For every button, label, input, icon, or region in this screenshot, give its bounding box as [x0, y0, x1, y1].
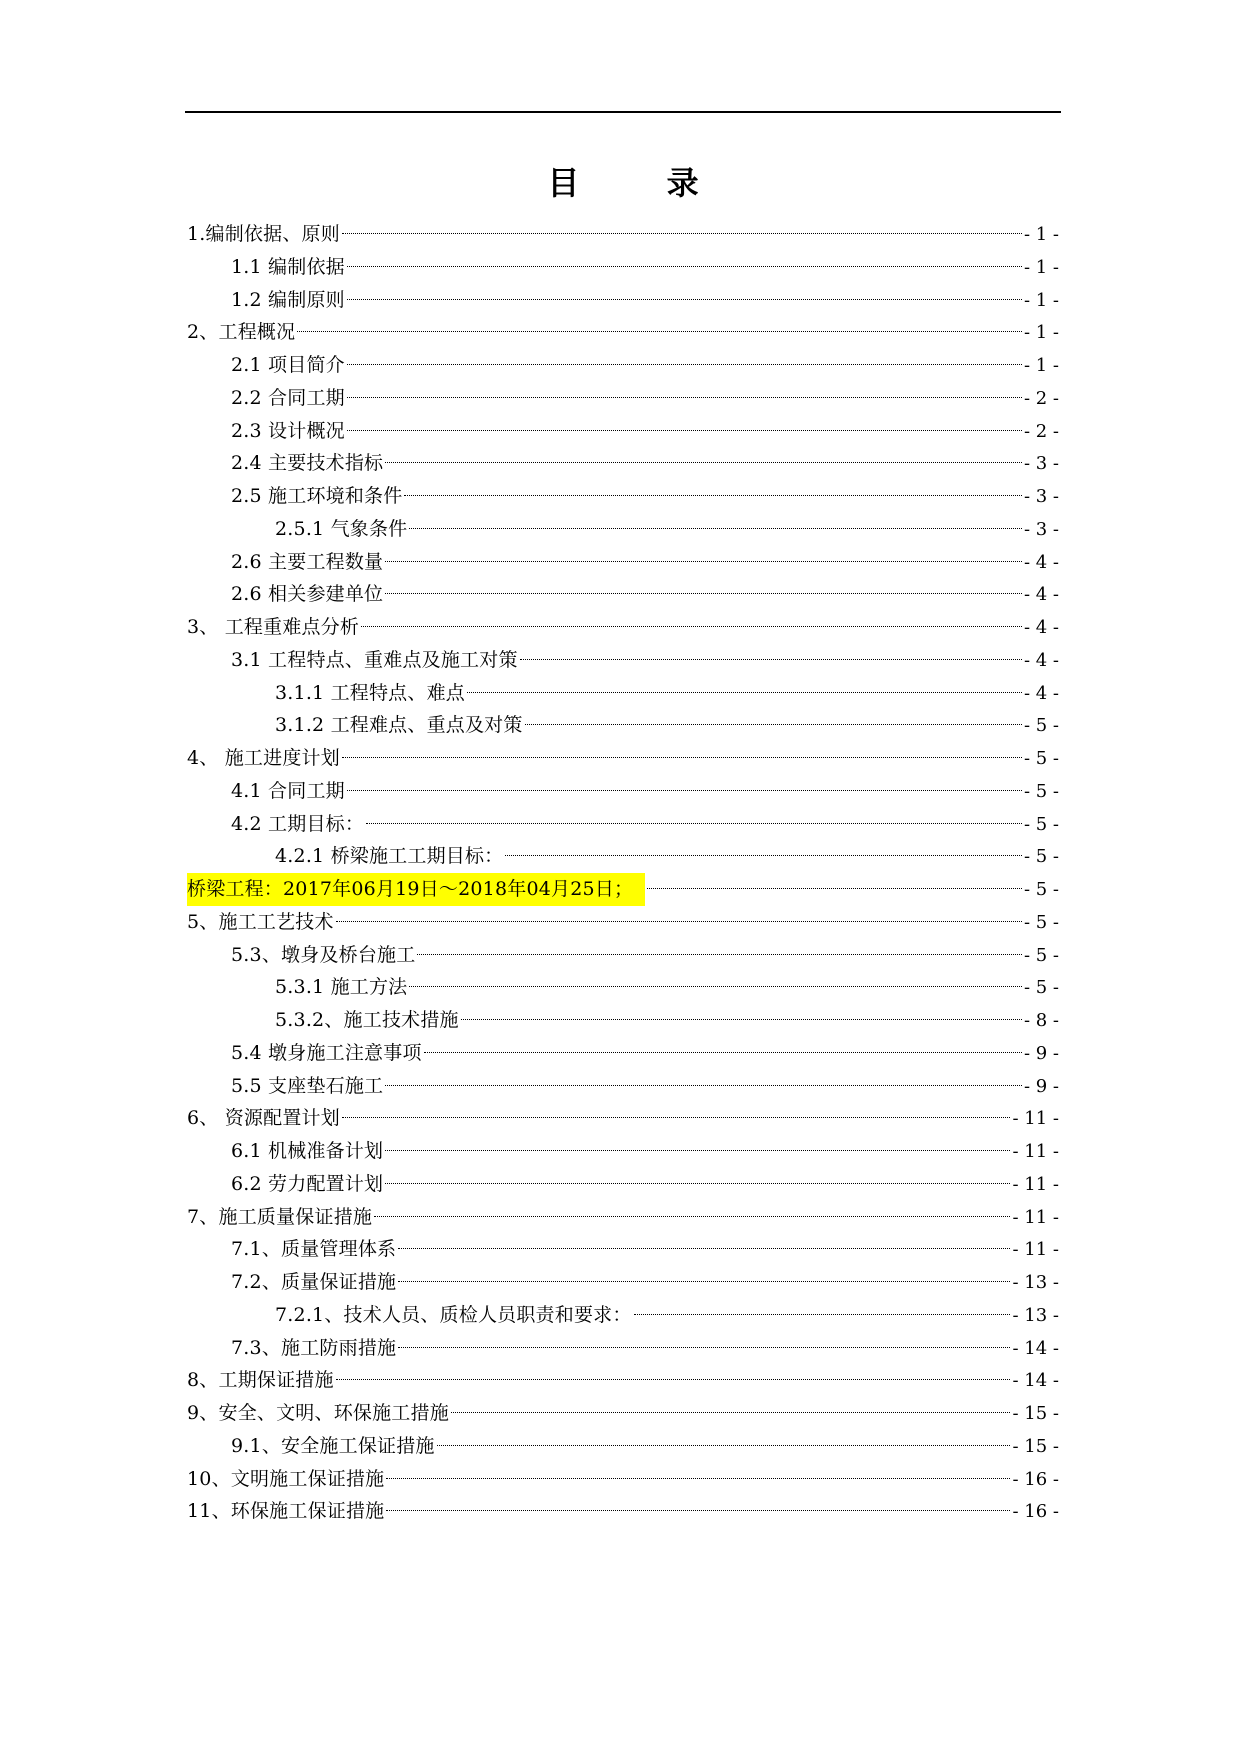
toc-dot-leader — [417, 954, 1022, 955]
toc-entry-text: 2.5.1 气象条件 — [275, 517, 408, 540]
toc-entry[interactable] — [187, 546, 1059, 579]
toc-dot-leader — [520, 659, 1022, 660]
toc-page-number: - 5 - — [1023, 977, 1059, 999]
toc-entry-text: 4.1 合同工期 — [231, 779, 345, 802]
table-of-contents — [187, 218, 1059, 1528]
toc-page-number: - 5 - — [1023, 911, 1059, 933]
toc-entry[interactable] — [187, 1102, 1059, 1135]
toc-entry-text: 4.2 工期目标： — [231, 812, 365, 835]
toc-page-number: - 8 - — [1023, 1010, 1059, 1031]
toc-dot-leader — [461, 1019, 1022, 1020]
toc-entry[interactable] — [187, 513, 1059, 546]
toc-page-number: - 11 - — [1012, 1206, 1059, 1228]
toc-dot-leader — [385, 593, 1022, 594]
toc-dot-leader — [347, 364, 1022, 365]
toc-page-number: - 5 - — [1023, 846, 1059, 868]
toc-dot-leader — [347, 299, 1022, 300]
toc-entry-text: 5.3、墩身及桥台施工 — [231, 943, 416, 966]
toc-entry-text: 2.1 项目简介 — [231, 354, 345, 376]
toc-entry-text: 6.2 劳力配置计划 — [231, 1172, 384, 1195]
toc-entry[interactable] — [187, 1397, 1059, 1430]
toc-dot-leader — [647, 888, 1022, 889]
toc-dot-leader — [385, 561, 1022, 562]
toc-entry-text: 2.3 设计概况 — [231, 419, 345, 442]
toc-dot-leader — [342, 1117, 1011, 1118]
toc-entry-text: 2.5 施工环境和条件 — [231, 485, 403, 507]
toc-entry-text: 5.4 墩身施工注意事项 — [231, 1041, 422, 1064]
toc-dot-leader — [409, 986, 1022, 987]
toc-entry-text: 1.1 编制依据 — [231, 255, 345, 278]
toc-entry-text: 7.2.1、技术人员、质检人员职责和要求： — [275, 1303, 632, 1326]
toc-page-number: - 3 - — [1023, 486, 1059, 507]
toc-dot-leader — [409, 528, 1022, 529]
toc-page-number: - 1 - — [1023, 289, 1059, 311]
toc-entry-text: 桥梁工程：2017年06月19日～2018年04月25日； — [187, 873, 645, 906]
toc-page-number: - 11 - — [1012, 1141, 1059, 1162]
toc-entry-text: 5.3.2、施工技术措施 — [275, 1009, 459, 1031]
toc-page-number: - 14 - — [1012, 1370, 1059, 1392]
toc-dot-leader — [467, 692, 1022, 693]
toc-entry[interactable] — [187, 1070, 1059, 1103]
toc-entry[interactable] — [187, 840, 1059, 873]
toc-dot-leader — [385, 1150, 1010, 1151]
toc-dot-leader — [386, 1478, 1010, 1479]
toc-entry-text: 10、文明施工保证措施 — [187, 1467, 385, 1490]
toc-entry[interactable] — [187, 1332, 1059, 1365]
toc-dot-leader — [342, 757, 1022, 758]
toc-page-number: - 11 - — [1012, 1173, 1059, 1195]
toc-dot-leader — [347, 266, 1022, 267]
toc-entry-text: 6.1 机械准备计划 — [231, 1140, 384, 1162]
toc-entry[interactable] — [187, 1233, 1059, 1266]
toc-entry[interactable] — [187, 284, 1059, 317]
toc-page-number: - 3 - — [1023, 518, 1059, 540]
toc-page-number: - 11 - — [1012, 1239, 1059, 1261]
toc-entry-text: 7.2、质量保证措施 — [231, 1271, 397, 1293]
toc-entry-text: 2.6 主要工程数量 — [231, 550, 384, 573]
toc-dot-leader — [404, 495, 1021, 496]
toc-page-number: - 1 - — [1023, 256, 1059, 278]
toc-dot-leader — [297, 331, 1022, 332]
toc-page-number: - 5 - — [1023, 780, 1059, 802]
toc-entry[interactable] — [187, 447, 1059, 480]
toc-entry-text: 2.4 主要技术指标 — [231, 452, 384, 475]
toc-dot-leader — [385, 462, 1022, 463]
toc-entry[interactable] — [187, 1299, 1059, 1332]
toc-entry-text: 5、施工工艺技术 — [187, 910, 334, 933]
toc-dot-leader — [634, 1314, 1011, 1315]
toc-entry-text: 7.1、质量管理体系 — [231, 1238, 397, 1261]
toc-entry[interactable] — [187, 316, 1059, 349]
toc-entry[interactable] — [187, 480, 1059, 513]
toc-page-number: - 1 - — [1023, 322, 1059, 344]
toc-entry[interactable] — [187, 1168, 1059, 1201]
toc-dot-leader — [336, 1379, 1011, 1380]
toc-page-number: - 4 - — [1023, 682, 1059, 704]
toc-dot-leader — [336, 921, 1022, 922]
toc-page-number: - 4 - — [1023, 584, 1059, 606]
toc-page-number: - 15 - — [1012, 1435, 1059, 1457]
toc-page-number: - 5 - — [1023, 748, 1059, 769]
toc-entry[interactable] — [187, 939, 1059, 972]
toc-entry-text: 2.2 合同工期 — [231, 386, 345, 409]
toc-page-number: - 1 - — [1023, 224, 1059, 245]
toc-entry-text: 11、环保施工保证措施 — [187, 1500, 385, 1523]
toc-entry-text: 4、 施工进度计划 — [187, 747, 340, 769]
toc-entry-text: 1.2 编制原则 — [231, 288, 345, 311]
toc-entry-text: 6、 资源配置计划 — [187, 1107, 340, 1130]
toc-entry[interactable] — [187, 415, 1059, 448]
toc-entry[interactable] — [187, 1004, 1059, 1037]
toc-entry[interactable] — [187, 1037, 1059, 1070]
toc-entry-text: 9、安全、文明、环保施工措施 — [187, 1402, 449, 1424]
toc-dot-leader — [361, 626, 1022, 627]
toc-page-number: - 4 - — [1023, 551, 1059, 573]
toc-entry-text: 9.1、安全施工保证措施 — [231, 1434, 435, 1457]
toc-entry-text: 7.3、施工防雨措施 — [231, 1336, 397, 1359]
toc-entry-text: 3.1.2 工程难点、重点及对策 — [275, 714, 523, 737]
toc-entry-text: 5.5 支座垫石施工 — [231, 1074, 384, 1097]
toc-entry[interactable] — [187, 1135, 1059, 1168]
toc-entry[interactable] — [187, 1430, 1059, 1463]
toc-entry-text: 3、 工程重难点分析 — [187, 616, 360, 638]
toc-page-number: - 5 - — [1023, 813, 1059, 835]
page-title: 目 录 — [547, 164, 737, 202]
toc-dot-leader — [366, 823, 1022, 824]
toc-page-number: - 2 - — [1023, 387, 1059, 409]
toc-dot-leader — [385, 1183, 1010, 1184]
toc-entry[interactable] — [187, 1495, 1059, 1528]
toc-entry-text: 3.1.1 工程特点、难点 — [275, 681, 465, 704]
toc-page-number: - 4 - — [1023, 617, 1059, 638]
toc-page-number: - 5 - — [1023, 944, 1059, 966]
toc-entry-text: 5.3.1 施工方法 — [275, 976, 408, 999]
toc-dot-leader — [437, 1445, 1011, 1446]
toc-page-number: - 16 - — [1012, 1468, 1059, 1490]
toc-dot-leader — [347, 397, 1022, 398]
toc-dot-leader — [385, 1085, 1022, 1086]
toc-dot-leader — [347, 790, 1022, 791]
toc-page-number: - 9 - — [1023, 1042, 1059, 1064]
toc-entry[interactable] — [187, 906, 1059, 939]
toc-dot-leader — [342, 233, 1022, 234]
toc-page-number: - 13 - — [1012, 1272, 1059, 1293]
toc-entry[interactable] — [187, 611, 1059, 644]
toc-entry[interactable] — [187, 251, 1059, 284]
toc-entry[interactable] — [187, 1266, 1059, 1299]
toc-entry[interactable] — [187, 808, 1059, 841]
toc-entry[interactable] — [187, 349, 1059, 382]
toc-entry-highlighted[interactable] — [187, 873, 1059, 906]
toc-entry[interactable] — [187, 578, 1059, 611]
toc-entry-text: 2.6 相关参建单位 — [231, 583, 384, 606]
toc-dot-leader — [386, 1510, 1010, 1511]
toc-dot-leader — [398, 1347, 1010, 1348]
toc-page-number: - 16 - — [1012, 1501, 1059, 1523]
toc-page-number: - 11 - — [1012, 1108, 1059, 1130]
toc-entry-text: 3.1 工程特点、重难点及施工对策 — [231, 648, 518, 671]
header-rule — [185, 111, 1061, 113]
toc-page-number: - 5 - — [1023, 715, 1059, 737]
toc-dot-leader — [398, 1248, 1010, 1249]
toc-dot-leader — [505, 855, 1022, 856]
toc-entry[interactable] — [187, 1201, 1059, 1234]
toc-entry[interactable] — [187, 742, 1059, 775]
toc-entry[interactable] — [187, 775, 1059, 808]
toc-entry[interactable] — [187, 677, 1059, 710]
toc-page-number: - 15 - — [1012, 1403, 1059, 1424]
toc-dot-leader — [347, 430, 1022, 431]
toc-entry[interactable] — [187, 1463, 1059, 1496]
toc-entry-text: 1.编制依据、原则 — [187, 223, 340, 245]
toc-page-number: - 13 - — [1012, 1304, 1059, 1326]
toc-entry-text: 7、施工质量保证措施 — [187, 1205, 373, 1228]
toc-entry[interactable] — [187, 644, 1059, 677]
toc-page-number: - 2 - — [1023, 420, 1059, 442]
toc-page-number: - 1 - — [1023, 355, 1059, 376]
toc-page-number: - 3 - — [1023, 453, 1059, 475]
toc-dot-leader — [451, 1412, 1011, 1413]
toc-entry-text: 2、工程概况 — [187, 321, 296, 344]
toc-dot-leader — [398, 1281, 1010, 1282]
toc-entry-text: 8、工期保证措施 — [187, 1369, 334, 1392]
toc-page-number: - 9 - — [1023, 1075, 1059, 1097]
toc-entry[interactable] — [187, 382, 1059, 415]
toc-entry[interactable] — [187, 709, 1059, 742]
toc-dot-leader — [374, 1216, 1010, 1217]
toc-page-number: - 4 - — [1023, 649, 1059, 671]
toc-dot-leader — [424, 1052, 1022, 1053]
toc-entry[interactable] — [187, 1364, 1059, 1397]
toc-dot-leader — [525, 724, 1022, 725]
toc-page-number: - 5 - — [1023, 879, 1059, 900]
toc-entry[interactable] — [187, 218, 1059, 251]
toc-entry-text: 4.2.1 桥梁施工工期目标： — [275, 845, 504, 868]
toc-entry[interactable] — [187, 971, 1059, 1004]
toc-page-number: - 14 - — [1012, 1337, 1059, 1359]
